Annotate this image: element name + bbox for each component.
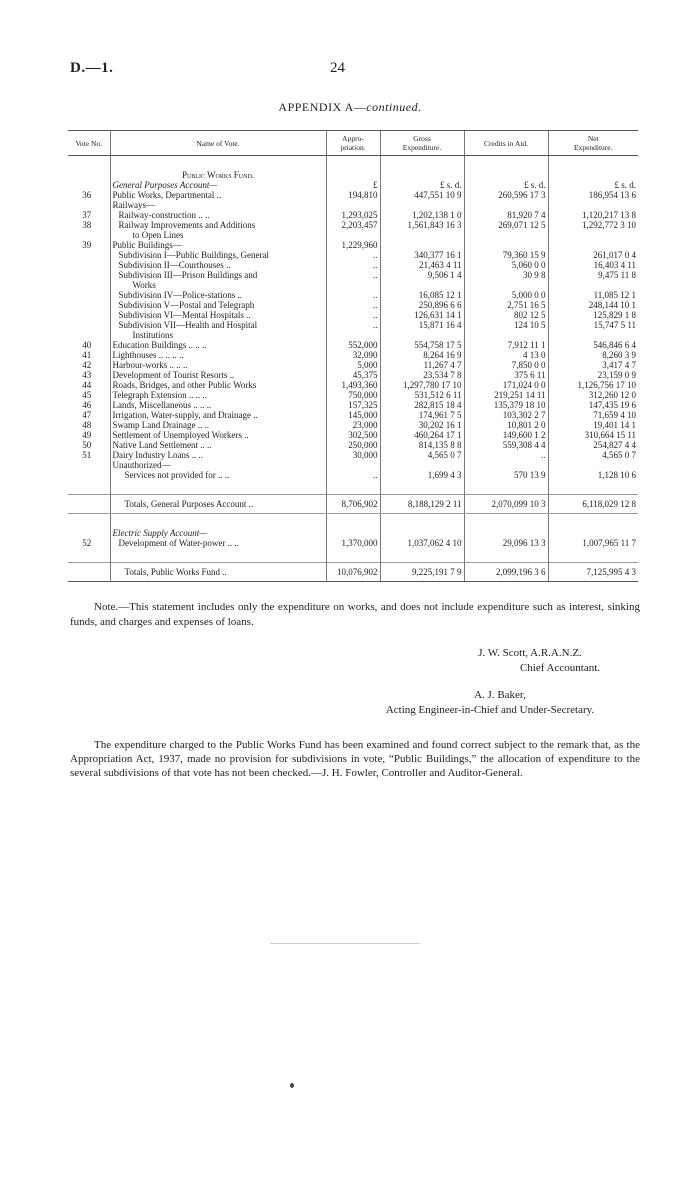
table-row (68, 400, 638, 410)
gross-expenditure (380, 280, 464, 290)
signature-name: A. J. Baker, (474, 689, 526, 701)
gross-expenditure: 1,297,780 17 10 (380, 380, 464, 390)
appropriation: 1,229,960 (326, 240, 380, 250)
table-row (68, 290, 638, 300)
vote-name: Development of Water-power .. .. (110, 538, 326, 548)
appropriation: 552,000 (326, 340, 380, 350)
vote-name: Dairy Industry Loans .. .. (110, 450, 326, 460)
gross-expenditure: 1,037,062 4 10 (380, 538, 464, 548)
signature-title: Chief Accountant. (519, 662, 601, 674)
appropriation: .. (326, 250, 380, 260)
vote-number (68, 280, 110, 290)
gross-expenditure: 554,758 17 5 (380, 340, 464, 350)
currency-cred: £ s. d. (464, 180, 548, 190)
vote-name: Subdivision VII—Health and Hospital (110, 320, 326, 330)
vote-number: 51 (82, 450, 92, 460)
net-expenditure (548, 200, 638, 210)
auditor-paragraph: The expenditure charged to the Public Works Fund has been examined and found correct subject to the remark that, as the Appropriation Act, 1937, made no provision for subdivisions in vote, “Public Buildings,” the allocation of expenditure to the several subdivisions of that vote has not been checked.—J. H. Fowler, Controller and Auditor-General. (70, 739, 640, 779)
appropriation: 250,000 (326, 440, 380, 450)
vote-name: Settlement of Unemployed Workers .. (110, 430, 326, 440)
table-header-row (68, 131, 638, 156)
table-row (68, 200, 638, 210)
vote-number: 39 (82, 240, 92, 250)
appropriation (326, 280, 380, 290)
vote-number: 41 (82, 350, 92, 360)
table-row (68, 430, 638, 440)
appropriation: 45,375 (326, 370, 380, 380)
credits-in-aid: 10,801 2 0 (464, 420, 548, 430)
vote-number (68, 320, 110, 330)
section-general-purposes: General Purposes Account— (110, 180, 326, 190)
signature-accountant (440, 646, 620, 676)
section-electric-supply: Electric Supply Account— (110, 528, 326, 538)
appropriation (326, 330, 380, 340)
vote-name: Subdivision II—Courthouses .. (110, 260, 326, 270)
gross-expenditure: 16,085 12 1 (380, 290, 464, 300)
net-expenditure: 1,007,965 11 7 (548, 538, 638, 548)
vote-number (68, 290, 110, 300)
vote-name: Works (110, 280, 326, 290)
vote-name: Unauthorized— (110, 460, 326, 470)
vote-number: 36 (82, 190, 92, 200)
vote-number (68, 230, 110, 240)
note-paragraph: Note.—This statement includes only the expenditure on works, and does not include expenditure such as interest, sinking funds, and charges and expenses of loans. (70, 601, 640, 628)
credits-in-aid (464, 240, 548, 250)
credits-in-aid: 5,060 0 0 (464, 260, 548, 270)
vote-number (68, 300, 110, 310)
vote-name: Education Buildings .. .. .. (110, 340, 326, 350)
col-header-gross: Gross Expenditure. (380, 131, 464, 156)
vote-name: Telegraph Extension .. .. .. (110, 390, 326, 400)
credits-in-aid: 570 13 9 (464, 470, 548, 480)
fund-heading: Public Works Fund. (110, 170, 326, 180)
table-row (68, 340, 638, 350)
net-expenditure: 19,401 14 1 (548, 420, 638, 430)
total-gross: 8,188,129 2 11 (380, 495, 464, 514)
vote-name: Native Land Settlement .. .. (110, 440, 326, 450)
table-row (68, 280, 638, 290)
vote-number (68, 460, 110, 470)
vote-name: Subdivision IV—Police-stations .. (110, 290, 326, 300)
section-heading-row (68, 528, 638, 538)
col-header-net: Net Expenditure. (548, 131, 638, 156)
print-speck (290, 1083, 294, 1088)
vote-number: 52 (82, 538, 92, 548)
credits-in-aid (464, 230, 548, 240)
table-row (68, 250, 638, 260)
net-expenditure: 23,159 0 9 (548, 370, 638, 380)
net-expenditure: 71,659 4 10 (548, 410, 638, 420)
vote-name: Swamp Land Drainage .. .. (110, 420, 326, 430)
total-credits: 2,070,099 10 3 (464, 495, 548, 514)
table-row (68, 230, 638, 240)
vote-number: 46 (82, 400, 92, 410)
credits-in-aid: 124 10 5 (464, 320, 548, 330)
credits-in-aid: 7,912 11 1 (464, 340, 548, 350)
total-gross: 9,225,191 7 9 (380, 563, 464, 582)
table-row (68, 270, 638, 280)
vote-name: Institutions (110, 330, 326, 340)
table-row (68, 470, 638, 480)
vote-name: Lands, Miscellaneous .. .. .. (110, 400, 326, 410)
table-row (68, 370, 638, 380)
gross-expenditure: 531,512 6 11 (380, 390, 464, 400)
gross-expenditure: 460,264 17 1 (380, 430, 464, 440)
net-expenditure: 312,260 12 0 (548, 390, 638, 400)
total-credits: 2,099,196 3 6 (464, 563, 548, 582)
gross-expenditure: 15,871 16 4 (380, 320, 464, 330)
table-row (68, 300, 638, 310)
table-row (68, 360, 638, 370)
vote-name: Railway Improvements and Additions (110, 220, 326, 230)
total-net: 6,118,029 12 8 (548, 495, 638, 514)
table-row (68, 190, 638, 200)
credits-in-aid: 79,360 15 9 (464, 250, 548, 260)
total-net: 7,125,995 4 3 (548, 563, 638, 582)
appropriation: 194,810 (326, 190, 380, 200)
signature-name: J. W. Scott, A.R.A.N.Z. (478, 647, 582, 659)
total-general-purposes-row (68, 495, 638, 514)
vote-number (68, 330, 110, 340)
gross-expenditure: 1,699 4 3 (380, 470, 464, 480)
credits-in-aid: 802 12 5 (464, 310, 548, 320)
vote-number: 37 (82, 210, 92, 220)
gross-expenditure (380, 200, 464, 210)
col-header-appropriation: Appro- priation. (326, 131, 380, 156)
net-expenditure: 4,565 0 7 (548, 450, 638, 460)
col-header-credits: Credits in Aid. (464, 131, 548, 156)
vote-number: 43 (82, 370, 92, 380)
credits-in-aid: 4 13 0 (464, 350, 548, 360)
vote-number: 48 (82, 420, 92, 430)
net-expenditure: 9,475 11 8 (548, 270, 638, 280)
table-row (68, 260, 638, 270)
net-expenditure: 15,747 5 11 (548, 320, 638, 330)
table-row (68, 210, 638, 220)
table-row (68, 350, 638, 360)
net-expenditure: 546,846 6 4 (548, 340, 638, 350)
credits-in-aid: .. (464, 450, 548, 460)
credits-in-aid (464, 280, 548, 290)
net-expenditure: 3,417 4 7 (548, 360, 638, 370)
credits-in-aid: 375 6 11 (464, 370, 548, 380)
currency-appr: £ (326, 180, 380, 190)
currency-gross: £ s. d. (380, 180, 464, 190)
appropriation: .. (326, 470, 380, 480)
currency-net: £ s. d. (548, 180, 638, 190)
table-row (68, 420, 638, 430)
vote-number (68, 200, 110, 210)
table-row (68, 220, 638, 230)
credits-in-aid: 171,024 0 0 (464, 380, 548, 390)
net-expenditure: 261,017 0 4 (548, 250, 638, 260)
document-code: D.—1. (70, 60, 114, 76)
net-expenditure (548, 280, 638, 290)
table-row (68, 440, 638, 450)
gross-expenditure: 4,565 0 7 (380, 450, 464, 460)
credits-in-aid: 559,308 4 4 (464, 440, 548, 450)
net-expenditure: 147,435 19 6 (548, 400, 638, 410)
credits-in-aid (464, 330, 548, 340)
col-header-name: Name of Vote. (110, 131, 326, 156)
page-number: 24 (330, 60, 345, 76)
table-row (68, 320, 638, 330)
appropriation: 1,293,025 (326, 210, 380, 220)
net-expenditure: 254,827 4 4 (548, 440, 638, 450)
gross-expenditure (380, 240, 464, 250)
net-expenditure (548, 230, 638, 240)
vote-number: 44 (82, 380, 92, 390)
total-appr: 8,706,902 (326, 495, 380, 514)
gross-expenditure: 1,202,138 1 0 (380, 210, 464, 220)
credits-in-aid: 103,302 2 7 (464, 410, 548, 420)
appendix-title (0, 100, 700, 115)
gross-expenditure: 21,463 4 11 (380, 260, 464, 270)
vote-number: 50 (82, 440, 92, 450)
vote-number (68, 250, 110, 260)
vote-name: Public Buildings— (110, 240, 326, 250)
fund-heading-row (68, 170, 638, 180)
vote-number: 45 (82, 390, 92, 400)
vote-number (68, 310, 110, 320)
credits-in-aid: 260,596 17 3 (464, 190, 548, 200)
net-expenditure: 1,292,772 3 10 (548, 220, 638, 230)
signature-engineer (360, 688, 620, 718)
vote-number (68, 260, 110, 270)
appropriation: .. (326, 320, 380, 330)
appropriation: 302,500 (326, 430, 380, 440)
gross-expenditure: 1,561,843 16 3 (380, 220, 464, 230)
vote-number: 49 (82, 430, 92, 440)
table-row (68, 380, 638, 390)
credits-in-aid: 5,000 0 0 (464, 290, 548, 300)
appropriation: 2,203,457 (326, 220, 380, 230)
vote-number: 38 (82, 220, 92, 230)
gross-expenditure: 23,534 7 8 (380, 370, 464, 380)
col-header-vote: Vote No. (68, 131, 110, 156)
appropriation: 750,000 (326, 390, 380, 400)
vote-name: Development of Tourist Resorts .. (110, 370, 326, 380)
net-expenditure: 1,126,756 17 10 (548, 380, 638, 390)
gross-expenditure (380, 330, 464, 340)
vote-name: Railways— (110, 200, 326, 210)
gross-expenditure: 447,551 10 9 (380, 190, 464, 200)
gross-expenditure: 174,961 7 5 (380, 410, 464, 420)
vote-name: Subdivision III—Prison Buildings and (110, 270, 326, 280)
vote-name: Lighthouses .. .. .. .. (110, 350, 326, 360)
credits-in-aid: 2,751 16 5 (464, 300, 548, 310)
net-expenditure: 248,144 10 1 (548, 300, 638, 310)
credits-in-aid (464, 460, 548, 470)
appropriation (326, 460, 380, 470)
vote-number: 47 (82, 410, 92, 420)
net-expenditure: 8,260 3 9 (548, 350, 638, 360)
net-expenditure (548, 240, 638, 250)
appropriation: 30,000 (326, 450, 380, 460)
vote-name: Services not provided for .. .. (110, 470, 326, 480)
spacer-row (68, 156, 638, 171)
appropriation: 1,370,000 (326, 538, 380, 548)
table-row (68, 390, 638, 400)
total-public-works-fund-row (68, 563, 638, 582)
appropriation: .. (326, 260, 380, 270)
vote-name: Railway-construction .. .. (110, 210, 326, 220)
table-row (68, 410, 638, 420)
vote-number (68, 470, 110, 480)
table-row (68, 538, 638, 548)
credits-in-aid: 219,251 14 11 (464, 390, 548, 400)
vote-name: to Open Lines (110, 230, 326, 240)
net-expenditure (548, 330, 638, 340)
gross-expenditure: 814,135 8 8 (380, 440, 464, 450)
vote-name: Harbour-works .. .. .. (110, 360, 326, 370)
table-row (68, 310, 638, 320)
appropriation: 1,493,360 (326, 380, 380, 390)
appropriation: 157,325 (326, 400, 380, 410)
net-expenditure: 310,664 15 11 (548, 430, 638, 440)
appropriation-table (68, 130, 638, 582)
gross-expenditure: 340,377 16 1 (380, 250, 464, 260)
table-row (68, 450, 638, 460)
gross-expenditure: 250,896 6 6 (380, 300, 464, 310)
table-row (68, 330, 638, 340)
vote-name: Roads, Bridges, and other Public Works (110, 380, 326, 390)
signature-title: Acting Engineer-in-Chief and Under-Secretary. (385, 704, 595, 716)
vote-name: Subdivision I—Public Buildings, General (110, 250, 326, 260)
appropriation: .. (326, 290, 380, 300)
gross-expenditure: 9,506 1 4 (380, 270, 464, 280)
credits-in-aid: 29,096 13 3 (464, 538, 548, 548)
total-appr: 10,076,902 (326, 563, 380, 582)
credits-in-aid: 269,071 12 5 (464, 220, 548, 230)
vote-name: Irrigation, Water-supply, and Drainage .. (110, 410, 326, 420)
net-expenditure (548, 460, 638, 470)
net-expenditure: 1,128 10 6 (548, 470, 638, 480)
net-expenditure: 1,120,217 13 8 (548, 210, 638, 220)
table-row (68, 240, 638, 250)
appendix-title-main: APPENDIX A— (278, 100, 367, 114)
gross-expenditure: 8,264 16 9 (380, 350, 464, 360)
gross-expenditure: 282,815 18 4 (380, 400, 464, 410)
appendix-title-italic: continued. (366, 100, 422, 114)
appropriation (326, 200, 380, 210)
gross-expenditure: 11,267 4 7 (380, 360, 464, 370)
total-label: Totals, Public Works Fund .. (110, 563, 326, 582)
vote-name: Subdivision VI—Mental Hospitals .. (110, 310, 326, 320)
credits-in-aid (464, 200, 548, 210)
credits-in-aid: 149,600 1 2 (464, 430, 548, 440)
net-expenditure: 16,403 4 11 (548, 260, 638, 270)
divider (270, 943, 420, 944)
appropriation: .. (326, 300, 380, 310)
vote-number (68, 270, 110, 280)
gross-expenditure (380, 460, 464, 470)
appropriation: 145,000 (326, 410, 380, 420)
vote-name: Public Works, Departmental .. (110, 190, 326, 200)
section-heading-row (68, 180, 638, 190)
vote-name: Subdivision V—Postal and Telegraph (110, 300, 326, 310)
appropriation: 23,000 (326, 420, 380, 430)
credits-in-aid: 135,379 18 10 (464, 400, 548, 410)
appropriation (326, 230, 380, 240)
gross-expenditure (380, 230, 464, 240)
vote-number: 40 (82, 340, 92, 350)
credits-in-aid: 30 9 8 (464, 270, 548, 280)
appropriation: .. (326, 270, 380, 280)
credits-in-aid: 81,920 7 4 (464, 210, 548, 220)
net-expenditure: 125,829 1 8 (548, 310, 638, 320)
total-label: Totals, General Purposes Account .. (110, 495, 326, 514)
net-expenditure: 11,085 12 1 (548, 290, 638, 300)
table-row (68, 460, 638, 470)
net-expenditure: 186,954 13 6 (548, 190, 638, 200)
gross-expenditure: 126,631 14 1 (380, 310, 464, 320)
vote-number: 42 (82, 360, 92, 370)
appropriation: 5,000 (326, 360, 380, 370)
appropriation: .. (326, 310, 380, 320)
gross-expenditure: 30,202 16 1 (380, 420, 464, 430)
credits-in-aid: 7,850 0 0 (464, 360, 548, 370)
appropriation: 32,090 (326, 350, 380, 360)
